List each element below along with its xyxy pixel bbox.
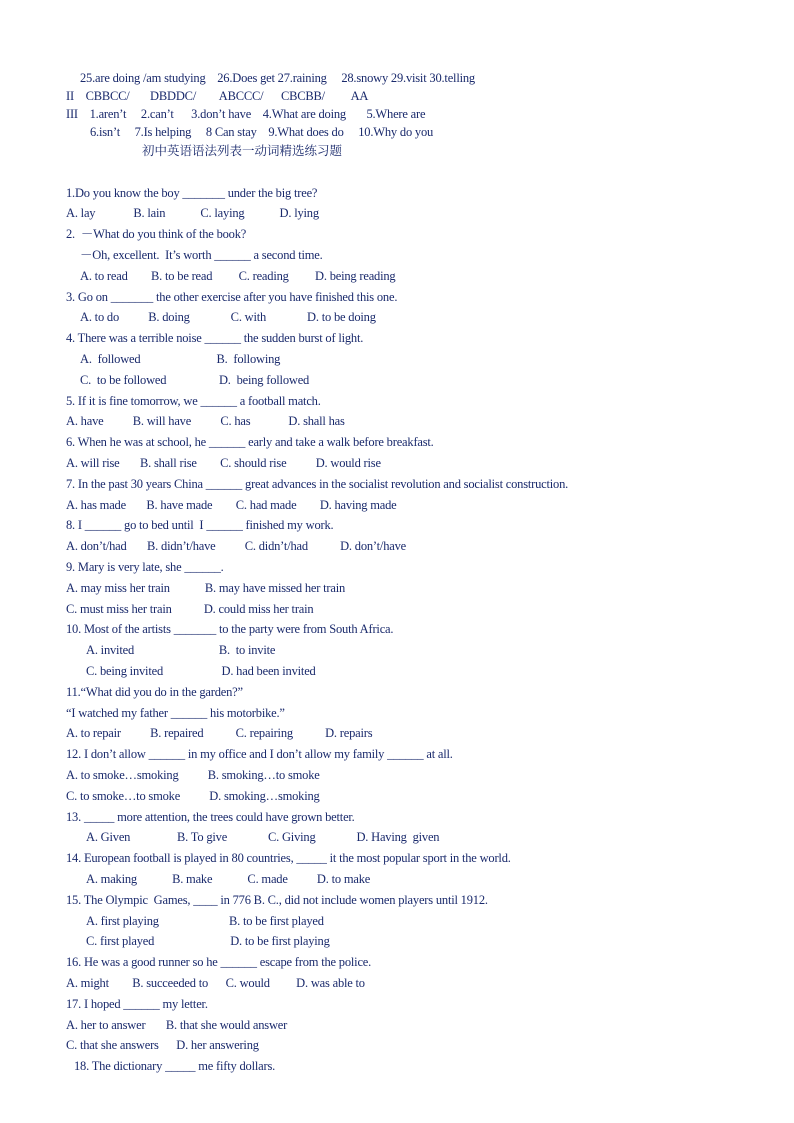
question-13: 13. _____ more attention, the trees could have grown better.	[66, 810, 355, 824]
question-6: 6. When he was at school, he ______ early and take a walk before breakfast.	[66, 435, 434, 449]
question-12-options-cd: C. to smoke…to smoke D. smoking…smoking	[66, 789, 320, 803]
question-5: 5. If it is fine tomorrow, we ______ a football match.	[66, 394, 321, 408]
question-11: 11.“What did you do in the garden?”	[66, 685, 243, 699]
question-14-options: A. making B. make C. made D. to make	[86, 872, 371, 886]
question-17-options-ab: A. her to answer B. that she would answer	[66, 1018, 288, 1032]
question-15-options-ab: A. first playing B. to be first played	[86, 914, 324, 928]
answer-line-1: 25.are doing /am studying 26.Does get 27.raining 28.snowy 29.visit 30.telling	[80, 71, 475, 85]
question-15-options-cd: C. first played D. to be first playing	[86, 934, 330, 948]
question-9-options-cd: C. must miss her train D. could miss her train	[66, 602, 314, 616]
question-4-options-cd: C. to be followed D. being followed	[80, 373, 310, 387]
answer-line-2: II CBBCC/ DBDDC/ ABCCC/ CBCBB/ AA	[66, 89, 369, 103]
question-5-options: A. have B. will have C. has D. shall has	[66, 414, 345, 428]
question-8: 8. I ______ go to bed until I ______ finished my work.	[66, 518, 334, 532]
question-18: 18. The dictionary _____ me fifty dollars.	[74, 1059, 276, 1073]
question-7-options: A. has made B. have made C. had made D. having made	[66, 498, 397, 512]
question-14: 14. European football is played in 80 countries, _____ it the most popular sport in the world.	[66, 851, 511, 865]
question-12: 12. I don’t allow ______ in my office and I don’t allow my family ______ at all.	[66, 747, 453, 761]
question-9: 9. Mary is very late, she ______.	[66, 560, 224, 574]
question-1: 1.Do you know the boy _______ under the big tree?	[66, 186, 318, 200]
question-8-options: A. don’t/had B. didn’t/have C. didn’t/had D. don’t/have	[66, 539, 406, 553]
question-3: 3. Go on _______ the other exercise after you have finished this one.	[66, 290, 398, 304]
question-2: 2. －What do you think of the book?	[66, 227, 247, 241]
question-16-options: A. might B. succeeded to C. would D. was able to	[66, 976, 365, 990]
question-4: 4. There was a terrible noise ______ the sudden burst of light.	[66, 331, 364, 345]
question-10-options-cd: C. being invited D. had been invited	[86, 664, 316, 678]
question-2-options: A. to read B. to be read C. reading D. being reading	[80, 269, 396, 283]
question-6-options: A. will rise B. shall rise C. should rise D. would rise	[66, 456, 381, 470]
question-10-options-ab: A. invited B. to invite	[86, 643, 276, 657]
question-2-reply: －Oh, excellent. It’s worth ______ a second time.	[80, 248, 323, 262]
question-11-reply: “I watched my father ______ his motorbike.”	[66, 706, 285, 720]
answer-line-3: III 1.aren’t 2.can’t 3.don’t have 4.What are doing 5.Where are	[66, 107, 426, 121]
question-10: 10. Most of the artists _______ to the party were from South Africa.	[66, 622, 394, 636]
question-15: 15. The Olympic Games, ____ in 776 B. C., did not include women players until 1912.	[66, 893, 488, 907]
question-3-options: A. to do B. doing C. with D. to be doing	[80, 310, 376, 324]
question-17-options-cd: C. that she answers D. her answering	[66, 1038, 259, 1052]
question-7: 7. In the past 30 years China ______ great advances in the socialist revolution and socialist construction.	[66, 477, 569, 491]
question-9-options-ab: A. may miss her train B. may have missed her train	[66, 581, 346, 595]
question-11-options: A. to repair B. repaired C. repairing D. repairs	[66, 726, 373, 740]
document-title: 初中英语语法列表一动词精选练习题	[142, 143, 343, 158]
question-1-options: A. lay B. lain C. laying D. lying	[66, 206, 319, 220]
answer-line-4: 6.isn’t 7.Is helping 8 Can stay 9.What does do 10.Why do you	[90, 125, 434, 139]
question-4-options-ab: A. followed B. following	[80, 352, 281, 366]
question-12-options-ab: A. to smoke…smoking B. smoking…to smoke	[66, 768, 320, 782]
question-17: 17. I hoped ______ my letter.	[66, 997, 208, 1011]
question-16: 16. He was a good runner so he ______ escape from the police.	[66, 955, 372, 969]
question-13-options: A. Given B. To give C. Giving D. Having given	[86, 830, 440, 844]
